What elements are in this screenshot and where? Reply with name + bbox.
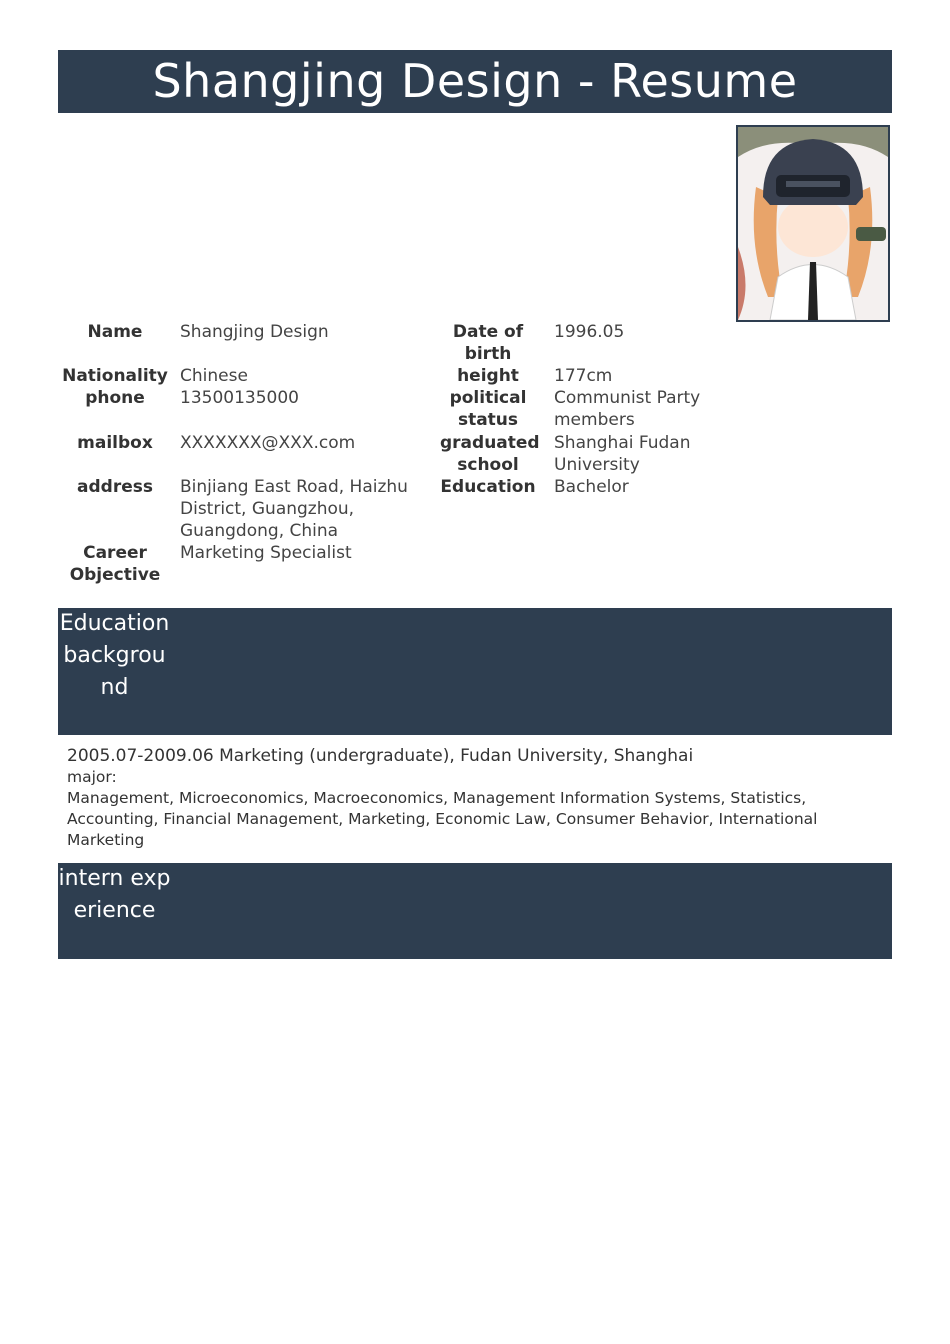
phone-value: 13500135000 — [180, 388, 299, 408]
major-label: major: — [67, 768, 117, 786]
date-of-birth-value: 1996.05 — [554, 322, 625, 342]
address-value: Binjiang East Road, Haizhu District, Guangzhou, Guangdong, China — [180, 477, 408, 541]
address-label: address — [77, 477, 153, 497]
date-of-birth-label: Date of birth — [452, 322, 524, 364]
avatar-illustration-icon — [738, 127, 888, 320]
education-section-title: Education background — [59, 611, 170, 700]
height-value: 177cm — [554, 366, 613, 386]
education-value: Bachelor — [554, 477, 629, 497]
intern-section-title: intern experience — [58, 866, 171, 923]
career-objective-value: Marketing Specialist — [180, 543, 352, 563]
intern-section-header — [58, 863, 892, 959]
nationality-value: Chinese — [180, 366, 248, 386]
education-period-line: 2005.07-2009.06 Marketing (undergraduate), Fudan University, Shanghai — [67, 746, 694, 766]
mailbox-label: mailbox — [77, 433, 153, 453]
education-label: Education — [440, 477, 536, 497]
phone-label: phone — [85, 388, 145, 408]
major-courses: Management, Microeconomics, Macroeconomics, Management Information Systems, Statistics, Accounting, Financial Management, Marketing, Economic Law, Consumer Behavior, International Marketing — [67, 789, 818, 849]
education-section-header — [58, 608, 892, 735]
resume-title: Shangjing Design - Resume — [58, 50, 892, 113]
education-details — [67, 745, 827, 851]
name-value: Shangjing Design — [180, 322, 329, 342]
profile-photo — [736, 125, 890, 322]
career-objective-label: Career Objective — [69, 543, 161, 585]
graduated-school-label: graduated school — [440, 433, 540, 475]
name-label: Name — [87, 322, 143, 342]
political-status-label: political status — [449, 388, 527, 430]
political-status-value: Communist Party members — [554, 388, 701, 430]
nationality-label: Nationality — [62, 366, 168, 386]
mailbox-value: XXXXXXX@XXX.com — [180, 433, 356, 453]
graduated-school-value: Shanghai Fudan University — [554, 433, 691, 475]
height-label: height — [457, 366, 519, 386]
